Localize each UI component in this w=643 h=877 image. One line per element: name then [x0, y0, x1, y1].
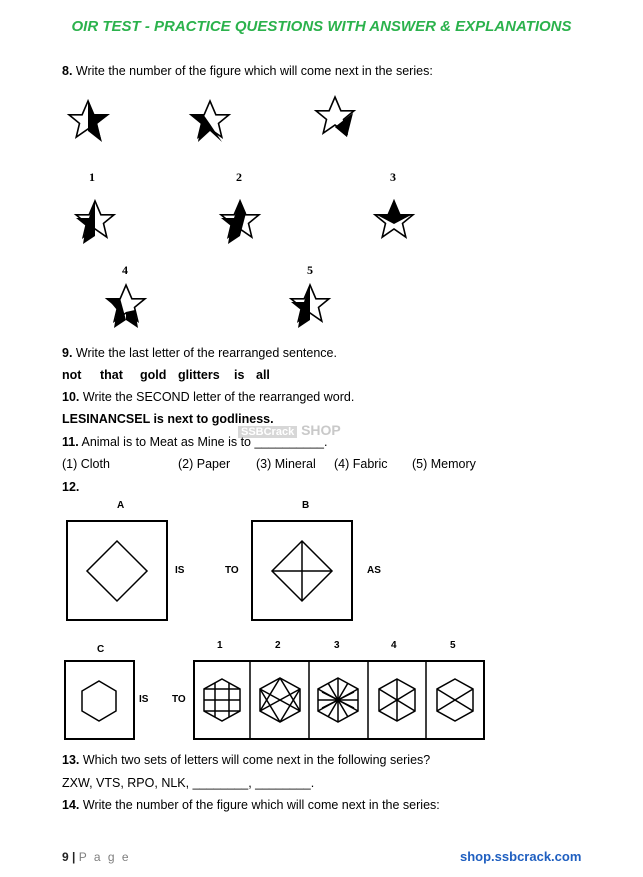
option-figure-1	[204, 679, 240, 721]
option-label-5: 5	[450, 640, 456, 651]
option-figure-2	[260, 678, 300, 722]
option-figure-5	[437, 679, 473, 721]
page-word: P a g e	[78, 850, 131, 864]
footer-site-link[interactable]: shop.ssbcrack.com	[460, 849, 582, 864]
question-text: Animal is to Meat as Mine is to __________.	[81, 435, 328, 449]
question-14	[62, 798, 440, 812]
answer-option: (1) Cloth	[62, 457, 110, 471]
option-label-2: 2	[236, 170, 242, 184]
relation-as: AS	[367, 565, 381, 576]
letter-series: ZXW, VTS, RPO, NLK, ________, ________.	[62, 776, 315, 790]
jumbled-statement: LESINANCSEL is next to godliness.	[62, 412, 274, 426]
question-text: Write the SECOND letter of the rearranged word.	[82, 390, 355, 404]
question-text: Write the number of the figure which will come next in the series:	[75, 64, 433, 78]
question-12-number: 12.	[62, 480, 80, 494]
question-text: Which two sets of letters will come next in the following series?	[82, 753, 431, 767]
watermark-box: SSBCrack	[238, 426, 297, 438]
option-label-3: 3	[334, 640, 340, 651]
relation-to-2: TO	[172, 694, 186, 705]
figure-label-a: A	[117, 500, 125, 511]
option-figure-4	[379, 679, 415, 721]
question-text: Write the last letter of the rearranged sentence.	[75, 346, 337, 360]
word: all	[256, 368, 270, 382]
relation-is: IS	[175, 565, 185, 576]
option-label-4: 4	[122, 263, 128, 277]
question-number: 8.	[62, 64, 73, 78]
option-label-1: 1	[217, 640, 223, 651]
answer-option: (5) Memory	[412, 457, 476, 471]
word: that	[100, 368, 123, 382]
watermark-shop: SHOP	[301, 422, 341, 438]
relation-to: TO	[225, 565, 239, 576]
option-label-3: 3	[390, 170, 396, 184]
option-figure-3	[318, 678, 358, 722]
word: is	[234, 368, 245, 382]
option-label-2: 2	[275, 640, 281, 651]
figure-c	[65, 661, 134, 739]
word: not	[62, 368, 82, 382]
page-header: OIR TEST - PRACTICE QUESTIONS WITH ANSWER & EXPLANATIONS	[71, 18, 572, 35]
relation-is-2: IS	[139, 694, 149, 705]
option-label-1: 1	[89, 170, 95, 184]
question-number: 11.	[62, 435, 79, 449]
question-number: 14.	[62, 798, 80, 812]
word: gold	[140, 368, 167, 382]
figure-a	[67, 521, 167, 620]
page-number: 9	[62, 850, 69, 864]
option-label-4: 4	[391, 640, 397, 651]
question-number: 9.	[62, 346, 73, 360]
word: glitters	[178, 368, 220, 382]
question-text: Write the number of the figure which will come next in the series:	[82, 798, 440, 812]
question-number: 10.	[62, 390, 80, 404]
page-footer-number: 9 | P a g e	[62, 850, 131, 864]
answer-option: (2) Paper	[178, 457, 231, 471]
answer-option: (4) Fabric	[334, 457, 388, 471]
question-number: 13.	[62, 753, 80, 767]
figure-label-c: C	[97, 644, 105, 655]
figure-label-b: B	[302, 500, 310, 511]
figure-b	[252, 521, 352, 620]
question-13	[62, 753, 430, 767]
option-label-5: 5	[307, 263, 313, 277]
answer-option: (3) Mineral	[256, 457, 316, 471]
